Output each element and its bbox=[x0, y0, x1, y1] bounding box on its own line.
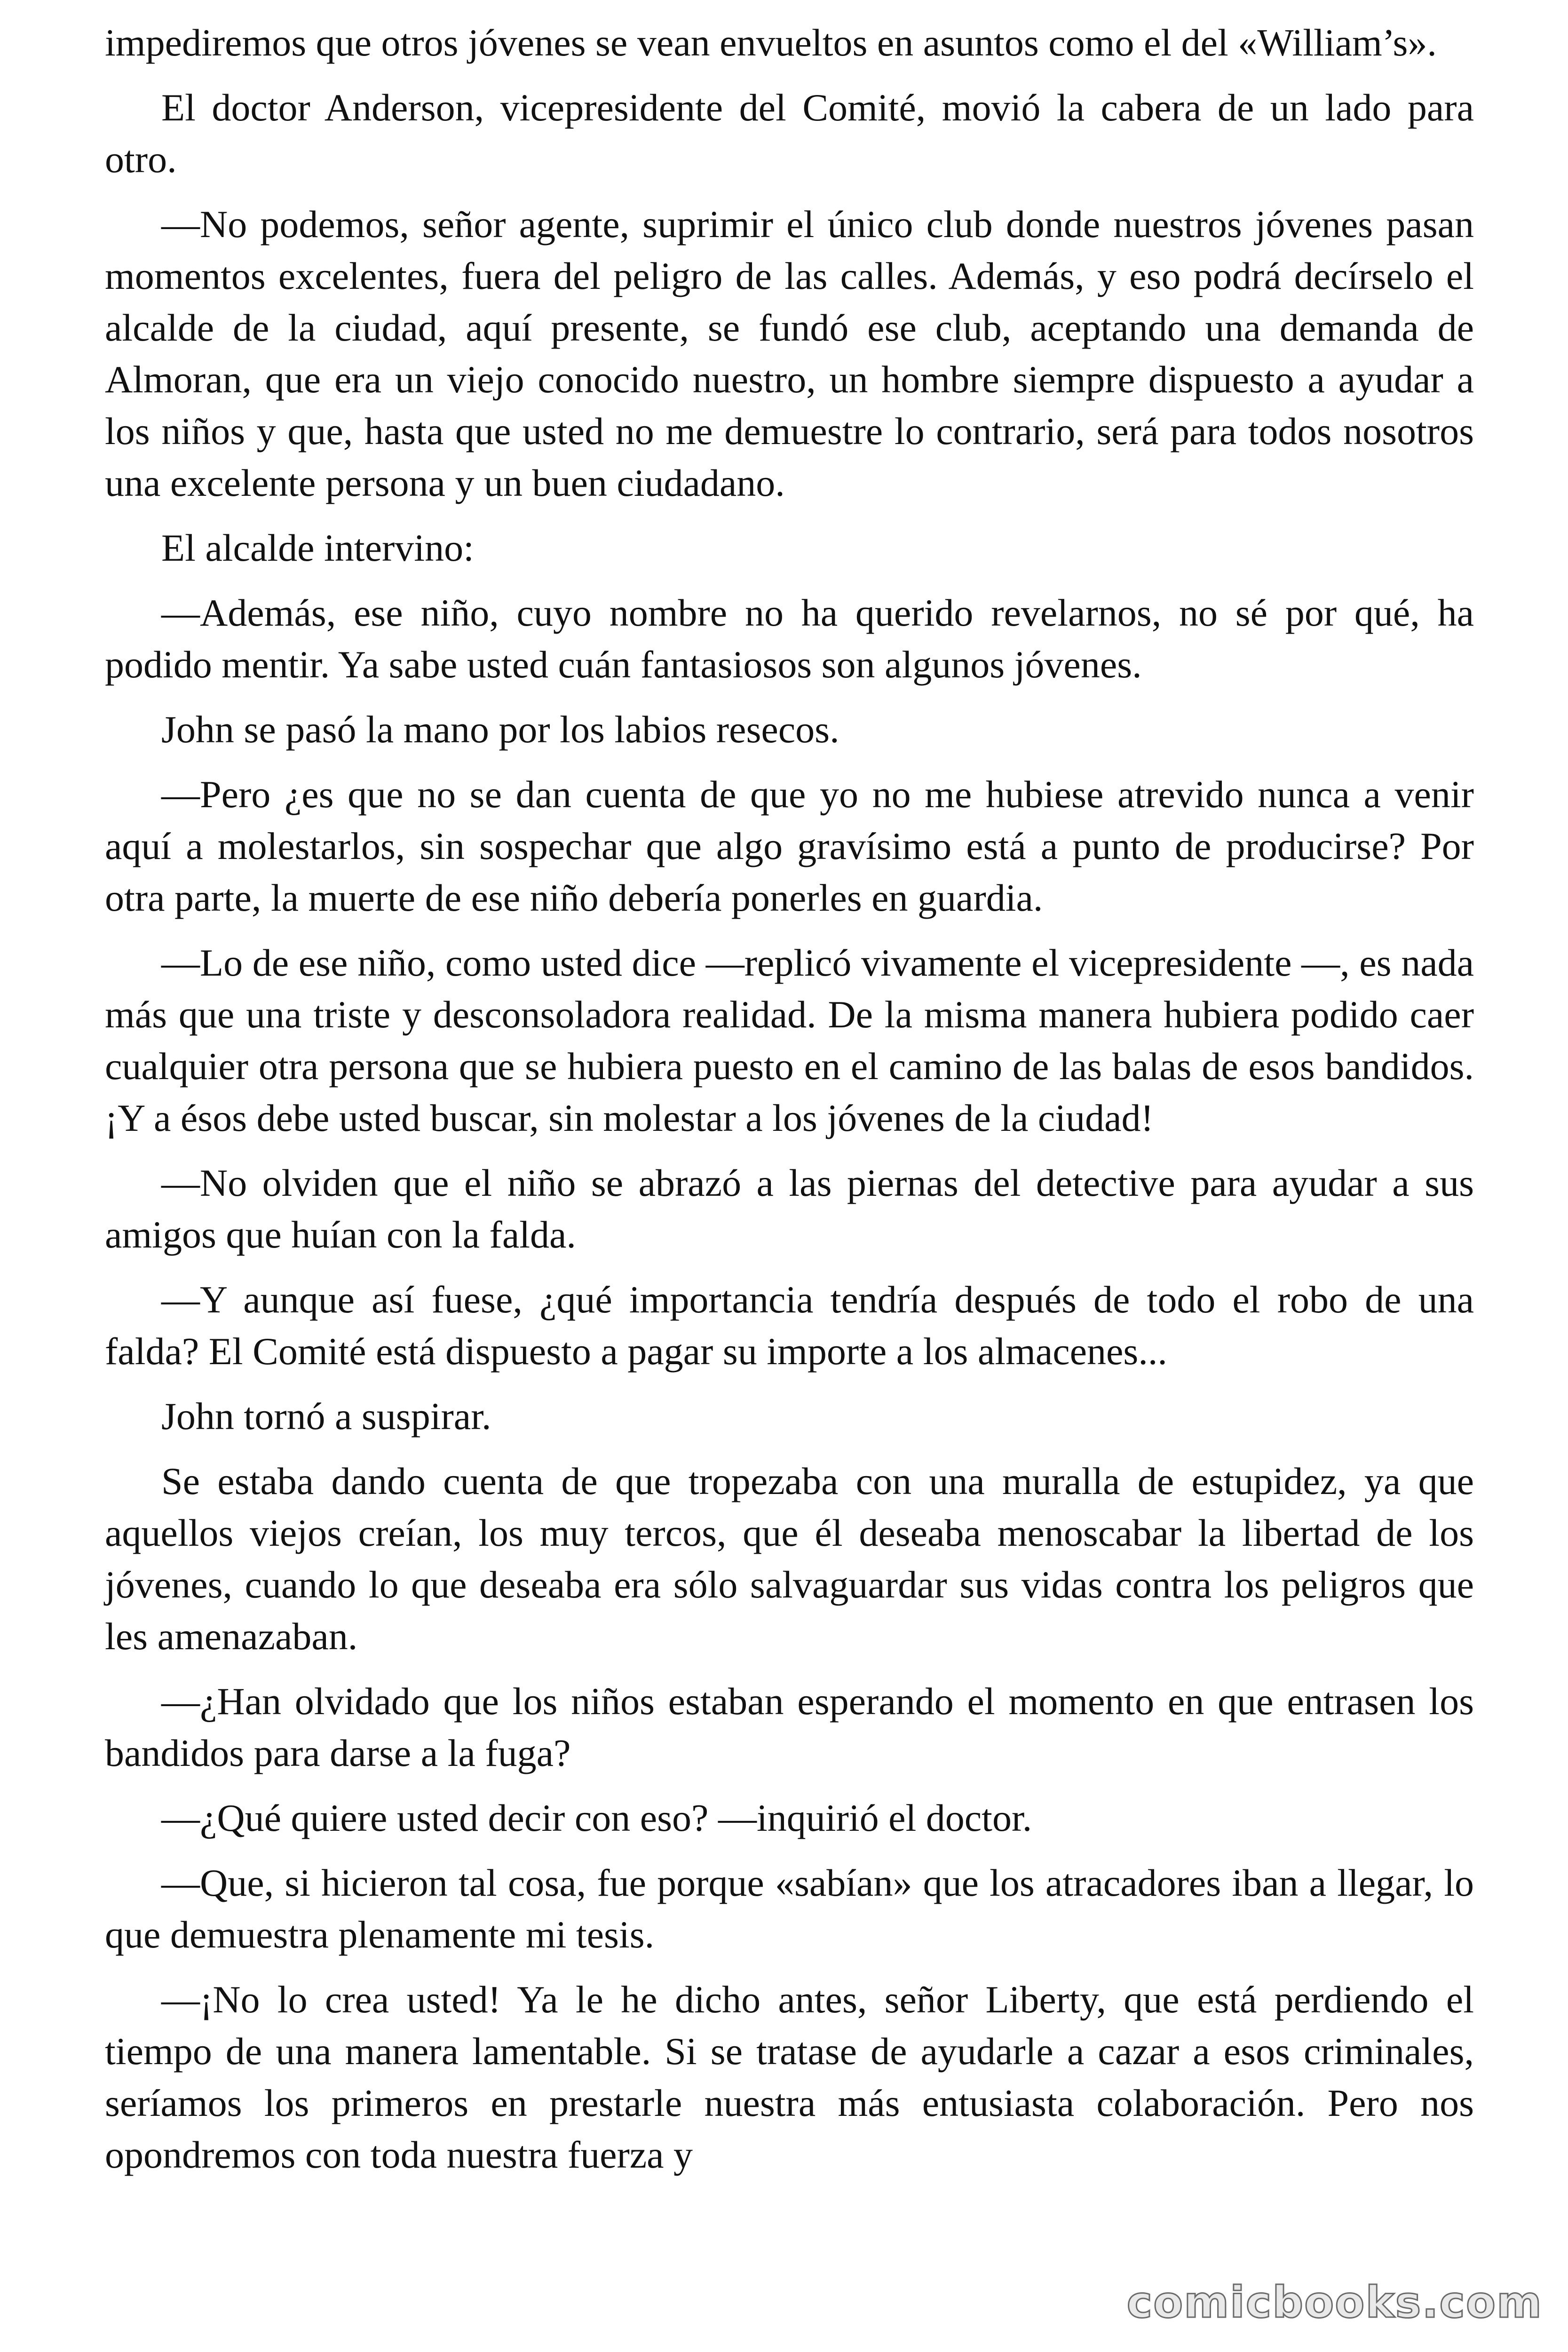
paragraph-1: impediremos que otros jóvenes se vean envueltos en asuntos como el del «William’s». bbox=[105, 21, 1437, 64]
paragraph-14: —¿Qué quiere usted decir con eso? —inquirió el doctor. bbox=[161, 1796, 1032, 1839]
paragraph-9: —No olviden que el niño se abrazó a las piernas del detective para ayudar a sus amigos que huían con la falda. bbox=[105, 1161, 1474, 1256]
paragraph-5: —Además, ese niño, cuyo nombre no ha querido revelarnos, no sé por qué, ha podido mentir. Ya sabe usted cuán fantasiosos son algunos jóvenes. bbox=[105, 591, 1474, 686]
paragraph-13: —¿Han olvidado que los niños estaban esperando el momento en que entrasen los bandidos para darse a la fuga? bbox=[105, 1680, 1474, 1774]
paragraph-11: John tornó a suspirar. bbox=[161, 1395, 491, 1438]
paragraph-15: —Que, si hicieron tal cosa, fue porque «sabían» que los atracadores iban a llegar, lo que demuestra plenamente mi tesis. bbox=[105, 1861, 1474, 1956]
paragraph-16: —¡No lo crea usted! Ya le he dicho antes, señor Liberty, que está perdiendo el tiempo de una manera lamentable. Si se tratase de ayudarle a cazar a esos criminales, seríamos los primeros en prestarle nuestra más entusiasta colaboración. Pero nos opondremos con toda nuestra fuerza y bbox=[105, 1978, 1474, 2176]
paragraph-3: —No podemos, señor agente, suprimir el único club donde nuestros jóvenes pasan momentos excelentes, fuera del peligro de las calles. Además, y eso podrá decírselo el alcalde de la ciudad, aquí presente, se fundó ese club, aceptando una demanda de Almoran, que era un viejo conocido nuestro, un hombre siempre dispuesto a ayudar a los niños y que, hasta que usted no me demuestre lo contrario, será para todos nosotros una excelente persona y un buen ciudadano. bbox=[105, 203, 1474, 504]
paragraph-10: —Y aunque así fuese, ¿qué importancia tendría después de todo el robo de una falda? El Comité está dispuesto a pagar su importe a los almacenes... bbox=[105, 1278, 1474, 1373]
paragraph-4: El alcalde intervino: bbox=[161, 526, 474, 569]
paragraph-7: —Pero ¿es que no se dan cuenta de que yo no me hubiese atrevido nunca a venir aquí a molestarlos, sin sospechar que algo gravísimo está a punto de producirse? Por otra parte, la muerte de ese niño debería ponerles en guardia. bbox=[105, 773, 1474, 919]
watermark: comicbooks.com bbox=[1126, 2277, 1543, 2328]
paragraph-8: —Lo de ese niño, como usted dice —replicó vivamente el vicepresidente —, es nada más que una triste y desconsoladora realidad. De la misma manera hubiera podido caer cualquier otra persona que se hubiera puesto en el camino de las balas de esos bandidos. ¡Y a ésos debe usted buscar, sin molestar a los jóvenes de la ciudad! bbox=[105, 941, 1474, 1139]
paragraph-2: El doctor Anderson, vicepresidente del Comité, movió la cabera de un lado para otro. bbox=[105, 86, 1474, 181]
paragraph-12: Se estaba dando cuenta de que tropezaba con una muralla de estupidez, ya que aquellos viejos creían, los muy tercos, que él deseaba menoscabar la libertad de los jóvenes, cuando lo que deseaba era sólo salvaguardar sus vidas contra los peligros que les amenazaban. bbox=[105, 1460, 1474, 1658]
paragraph-6: John se pasó la mano por los labios resecos. bbox=[161, 708, 839, 751]
